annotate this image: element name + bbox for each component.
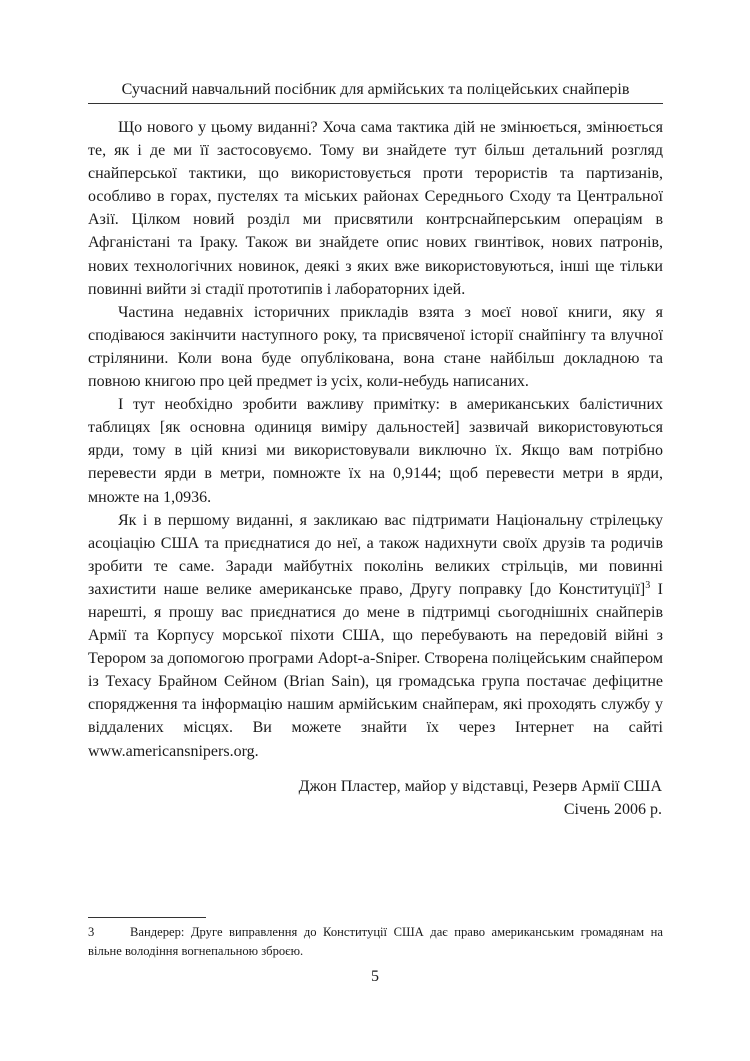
page-number: 5 [371,968,379,985]
paragraph-4 [88,509,663,763]
paragraph-1: Що нового у цьому виданні? Хоча сама тактика дій не змінюється, змінюється те, як і де ми її застосовуємо. Тому ви знайдете тут більш детальний розгляд снайперської тактики, що використовується проти терористів та партизанів, особливо в горах, пустелях та міських районах Середнього Сходу та Центральної Азії. Цілком новий розділ ми присвятили контрснайперським операціям в Афганістані та Іраку. Також ви знайдете опис нових гвинтівок, нових патронів, нових технологічних новинок, деякі з яких вже використовуються, інші ще тільки повинні вийти зі стадії прототипів і лабораторних ідей. [88,119,663,298]
main-text [88,116,663,763]
paragraph-4-part-1: Як і в першому виданні, я закликаю вас підтримати Національну стрілецьку асоціацію США та приєднатися до неї, а також надихнути своїх друзів та родичів зробити те саме. Заради майбутніх поколінь великих стрільців, ми повинні захистити наше велике американське право, Другу поправку [до Конституції] [88,511,663,598]
signature-date: Січень 2006 р. [563,801,662,818]
footnote [88,923,663,961]
running-header [88,80,663,104]
footnote-reference[interactable]: 3 [645,579,651,591]
footnote-number: 3 [88,925,95,939]
signature-block [299,775,662,821]
paragraph-3: І тут необхідно зробити важливу примітку: в американських балістичних таблицях [як основна одиниця виміру дальностей] зазвичай використовуються ярди, тому в цій книзі ми використовували виключно їх. Якщо вам потрібно перевести ярди в метри, помножте їх на 0,9144; щоб перевести метри в ярди, множте на 1,0936. [88,396,663,506]
footnote-text: Вандерер: Друге виправлення до Конституції США дає право американським громадянам на вільне володіння вогнепальною зброєю. [88,925,663,958]
paragraph-4-part-2: І нарешті, я прошу вас приєднатися до мене в підтримці сьогоднішніх снайперів Армії та Корпусу морської піхоти США, що перебувають на передовій війні з Терором за допомогою програми Adopt-a-Sniper. Створена поліцейським снайпером із Техасу Брайном Сейном (Brian Sain), ця громадська група постачає дефіцитне спорядження та інформацію нашим армійським снайперам, які проходять службу у віддалених місцях. Ви можете знайти їх через Інтернет на сайті www.americansnipers.org. [88,580,664,760]
running-title: Сучасний навчальний посібник для армійських та поліцейських снайперів [121,81,630,98]
footnote-separator [88,917,206,918]
signature-author: Джон Пластер, майор у відставці, Резерв Армії США [298,778,662,795]
paragraph-2: Частина недавніх історичних прикладів взята з моєї нової книги, яку я сподіваюся закінчити наступного року, та присвяченої історії снайпінгу та влучної стрілянини. Коли вона буде опублікована, вона стане найбільш докладною та повною книгою про цей предмет із усіх, коли-небудь написаних. [88,303,663,391]
